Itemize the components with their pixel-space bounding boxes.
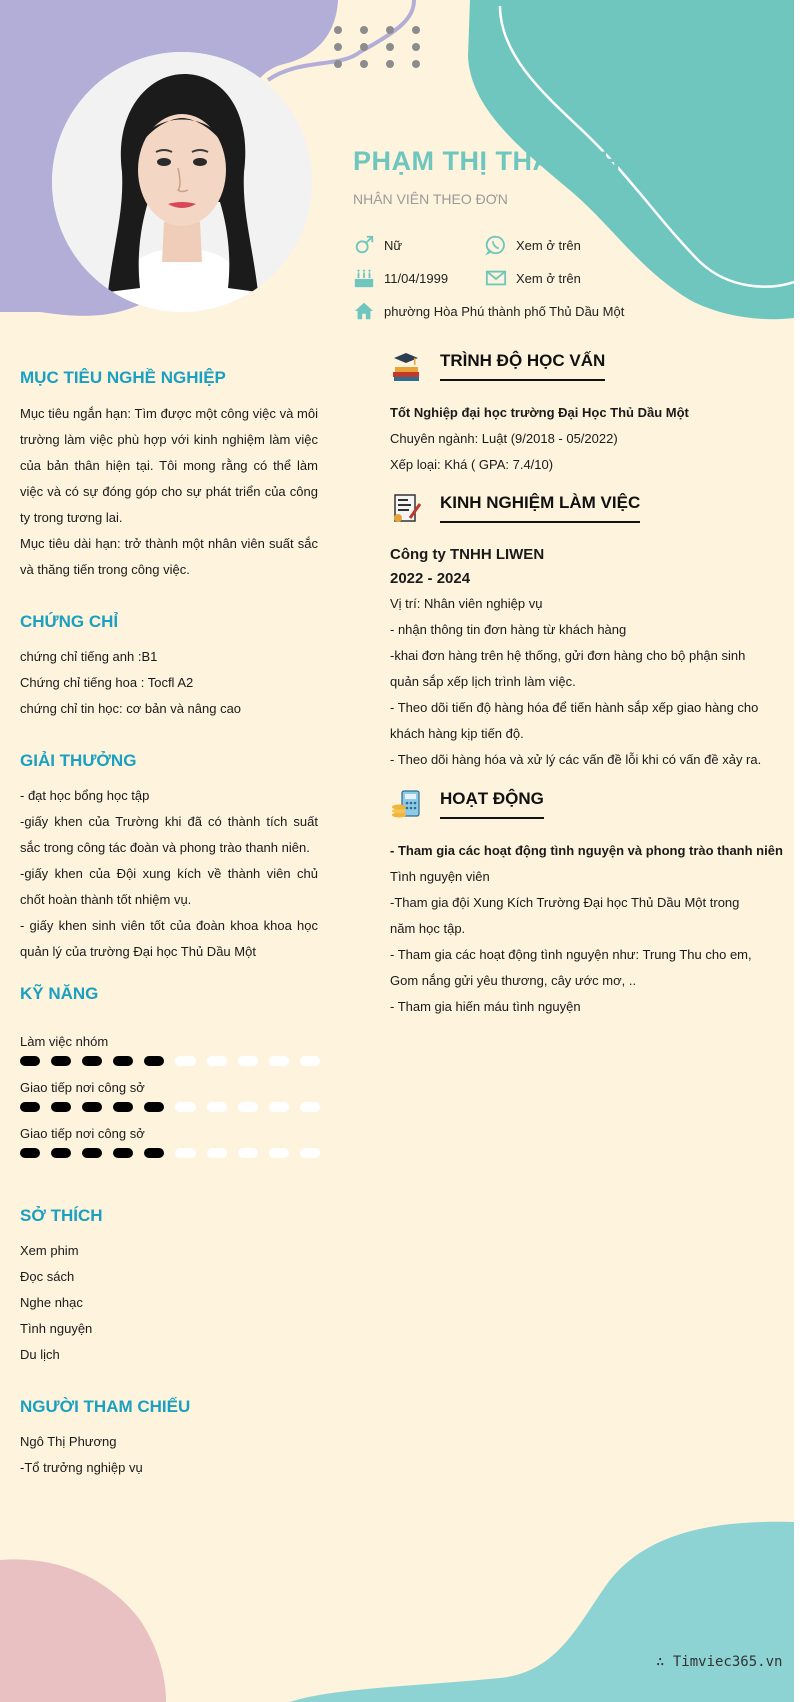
profile-photo <box>52 52 312 312</box>
skill-dot-empty <box>300 1148 320 1158</box>
awards-list <box>20 783 318 965</box>
skill-dot-filled <box>20 1148 40 1158</box>
skill-dot-empty <box>300 1102 320 1112</box>
skill-dot-empty <box>300 1056 320 1066</box>
gender-info <box>353 234 402 256</box>
education-school: Tốt Nghiệp đại học trường Đại Học Thủ Dầu Một <box>390 405 689 420</box>
skill-dot-filled <box>51 1102 71 1112</box>
light-teal-blob <box>290 1522 794 1702</box>
hobby-item: Xem phim <box>20 1243 79 1258</box>
hobbies-list <box>20 1238 320 1368</box>
skill-bar <box>20 1056 320 1066</box>
skill-dot-filled <box>113 1056 133 1066</box>
skill-dot-empty <box>207 1056 227 1066</box>
dot-grid <box>334 26 420 68</box>
objective-title: MỤC TIÊU NGHỀ NGHIỆP <box>20 368 226 387</box>
email-info <box>485 267 581 289</box>
certificate-item: chứng chỉ tiếng anh :B1 <box>20 649 158 664</box>
reference-name: Ngô Thị Phương <box>20 1434 117 1449</box>
hobby-item: Du lịch <box>20 1347 60 1362</box>
skill-label: Giao tiếp nơi công sở <box>20 1126 145 1141</box>
phone-value: Xem ở trên <box>516 237 581 253</box>
skill-dot-filled <box>82 1148 102 1158</box>
skill-dot-filled <box>113 1148 133 1158</box>
education-major: Chuyên ngành: Luật (9/2018 - 05/2022) <box>390 431 618 446</box>
candidate-name: PHẠM THỊ THANH HIỀN <box>353 146 667 176</box>
experience-period: 2022 - 2024 <box>390 570 471 587</box>
education-title: TRÌNH ĐỘ HỌC VẤN <box>440 351 605 381</box>
pink-blob <box>0 1559 166 1702</box>
address-info <box>353 300 624 322</box>
skill-dot-filled <box>144 1102 164 1112</box>
award-item: - đạt học bổng học tập <box>20 788 150 803</box>
home-icon <box>353 300 375 322</box>
skill-dot-filled <box>82 1102 102 1112</box>
skill-bar <box>20 1102 320 1112</box>
certificates-title: CHỨNG CHỈ <box>20 612 119 631</box>
references-list <box>20 1429 320 1481</box>
activities-title: HOẠT ĐỘNG <box>440 789 544 819</box>
graduation-books-icon <box>390 350 422 382</box>
skill-dot-filled <box>51 1056 71 1066</box>
birthday-info <box>353 267 448 289</box>
skill-dot-empty <box>175 1102 195 1112</box>
skill-dot-filled <box>20 1102 40 1112</box>
skill-dot-filled <box>20 1056 40 1066</box>
activity-item: - Tham gia hiến máu tình nguyện <box>390 999 581 1014</box>
experience-duty: -khai đơn hàng trên hệ thống, gửi đơn hàng cho bộ phận sinh quản sắp xếp lịch trình làm việc. <box>390 648 746 689</box>
objective-short-term: Mục tiêu ngắn hạn: Tìm được một công việc và môi trường làm việc phù hợp với kinh nghiệm làm việc của bản thân hiện tại. Tôi mong rằng có thể làm việc và có sự đóng góp cho sự phát triển của công ty trong tương lai. <box>20 406 318 525</box>
education-grade: Xếp loại: Khá ( GPA: 7.4/10) <box>390 457 554 472</box>
skill-dot-filled <box>82 1056 102 1066</box>
reference-role: -Tổ trưởng nghiệp vụ <box>20 1460 143 1475</box>
skill-dot-filled <box>144 1056 164 1066</box>
birthday-value: 11/04/1999 <box>384 270 449 286</box>
awards-title: GIẢI THƯỞNG <box>20 751 137 770</box>
experience-duty: - nhận thông tin đơn hàng từ khách hàng <box>390 622 627 637</box>
coins-calculator-icon <box>390 788 422 820</box>
email-value: Xem ở trên <box>516 270 581 286</box>
award-item: -giấy khen của Trường khi đã có thành tích suất sắc trong công tác đoàn và phong trào thanh niên. <box>20 814 318 855</box>
activities-details <box>390 838 783 1020</box>
activity-item: - Tham gia các hoạt động tình nguyện như: Trung Thu cho em, Gom nắng gửi yêu thương, cây ước mơ, .. <box>390 947 752 988</box>
portrait-illustration <box>52 52 312 312</box>
skill-dot-empty <box>238 1056 258 1066</box>
certificate-item: Chứng chỉ tiếng hoa : Tocfl A2 <box>20 675 194 690</box>
gender-value: Nữ <box>384 237 403 253</box>
award-item: - giấy khen sinh viên tốt của đoàn khoa khoa học quản lý của trường Đại học Thủ Dầu Một <box>20 918 318 959</box>
experience-position: Vị trí: Nhân viên nghiệp vụ <box>390 596 543 611</box>
skill-dot-filled <box>113 1102 133 1112</box>
objective-long-term: Mục tiêu dài hạn: trở thành một nhân viên suất sắc và thăng tiến trong công việc. <box>20 536 318 577</box>
hobbies-title: SỞ THÍCH <box>20 1206 103 1225</box>
skill-dot-empty <box>269 1102 289 1112</box>
education-header <box>390 350 605 382</box>
skill-dot-empty <box>207 1148 227 1158</box>
certificate-item: chứng chỉ tin học: cơ bản và nâng cao <box>20 701 242 716</box>
phone-info <box>485 234 581 256</box>
envelope-icon <box>485 267 507 289</box>
skill-dot-filled <box>144 1148 164 1158</box>
gender-icon <box>353 234 375 256</box>
objective-text <box>20 401 318 583</box>
skill-dot-filled <box>51 1148 71 1158</box>
address-value: phường Hòa Phú thành phố Thủ Dầu Một <box>384 303 625 319</box>
hobby-item: Tình nguyện <box>20 1321 93 1336</box>
activities-role: Tình nguyện viên <box>390 869 490 884</box>
references-title: NGƯỜI THAM CHIẾU <box>20 1397 191 1416</box>
skill-dot-empty <box>238 1102 258 1112</box>
skill-dot-empty <box>175 1056 195 1066</box>
experience-header <box>390 492 640 524</box>
skill-label: Giao tiếp nơi công sở <box>20 1080 145 1095</box>
certificates-list <box>20 644 320 722</box>
resume-checklist-icon <box>390 492 422 524</box>
watermark: ∴ Timviec365.vn <box>656 1654 783 1670</box>
experience-title: KINH NGHIỆM LÀM VIỆC <box>440 493 640 523</box>
skill-dot-empty <box>269 1056 289 1066</box>
activities-headline: - Tham gia các hoạt động tình nguyện và phong trào thanh niên <box>390 843 783 858</box>
education-details <box>390 400 766 478</box>
hobby-item: Nghe nhạc <box>20 1295 83 1310</box>
birthday-cake-icon <box>353 267 375 289</box>
skill-dot-empty <box>207 1102 227 1112</box>
experience-details <box>390 543 766 773</box>
hobby-item: Đọc sách <box>20 1269 75 1284</box>
activities-header <box>390 788 544 820</box>
skill-label: Làm việc nhóm <box>20 1034 109 1049</box>
activity-item: -Tham gia đội Xung Kích Trường Đại học Thủ Dầu Một trong năm học tập. <box>390 895 740 936</box>
skill-dot-empty <box>175 1148 195 1158</box>
skill-dot-empty <box>238 1148 258 1158</box>
experience-duty: - Theo dõi hàng hóa và xử lý các vấn đề lỗi khi có vấn đề xảy ra. <box>390 752 762 767</box>
skill-dot-empty <box>269 1148 289 1158</box>
award-item: -giấy khen của Đội xung kích về thành viên chủ chốt hoàn thành tốt nhiệm vụ. <box>20 866 318 907</box>
job-title: NHÂN VIÊN THEO ĐƠN <box>353 191 508 207</box>
experience-company: Công ty TNHH LIWEN <box>390 546 545 563</box>
experience-duty: - Theo dõi tiến độ hàng hóa để tiến hành sắp xếp giao hàng cho khách hàng kịp tiến độ. <box>390 700 759 741</box>
skill-bar <box>20 1148 320 1158</box>
skills-title: KỸ NĂNG <box>20 984 99 1003</box>
whatsapp-icon <box>485 234 507 256</box>
